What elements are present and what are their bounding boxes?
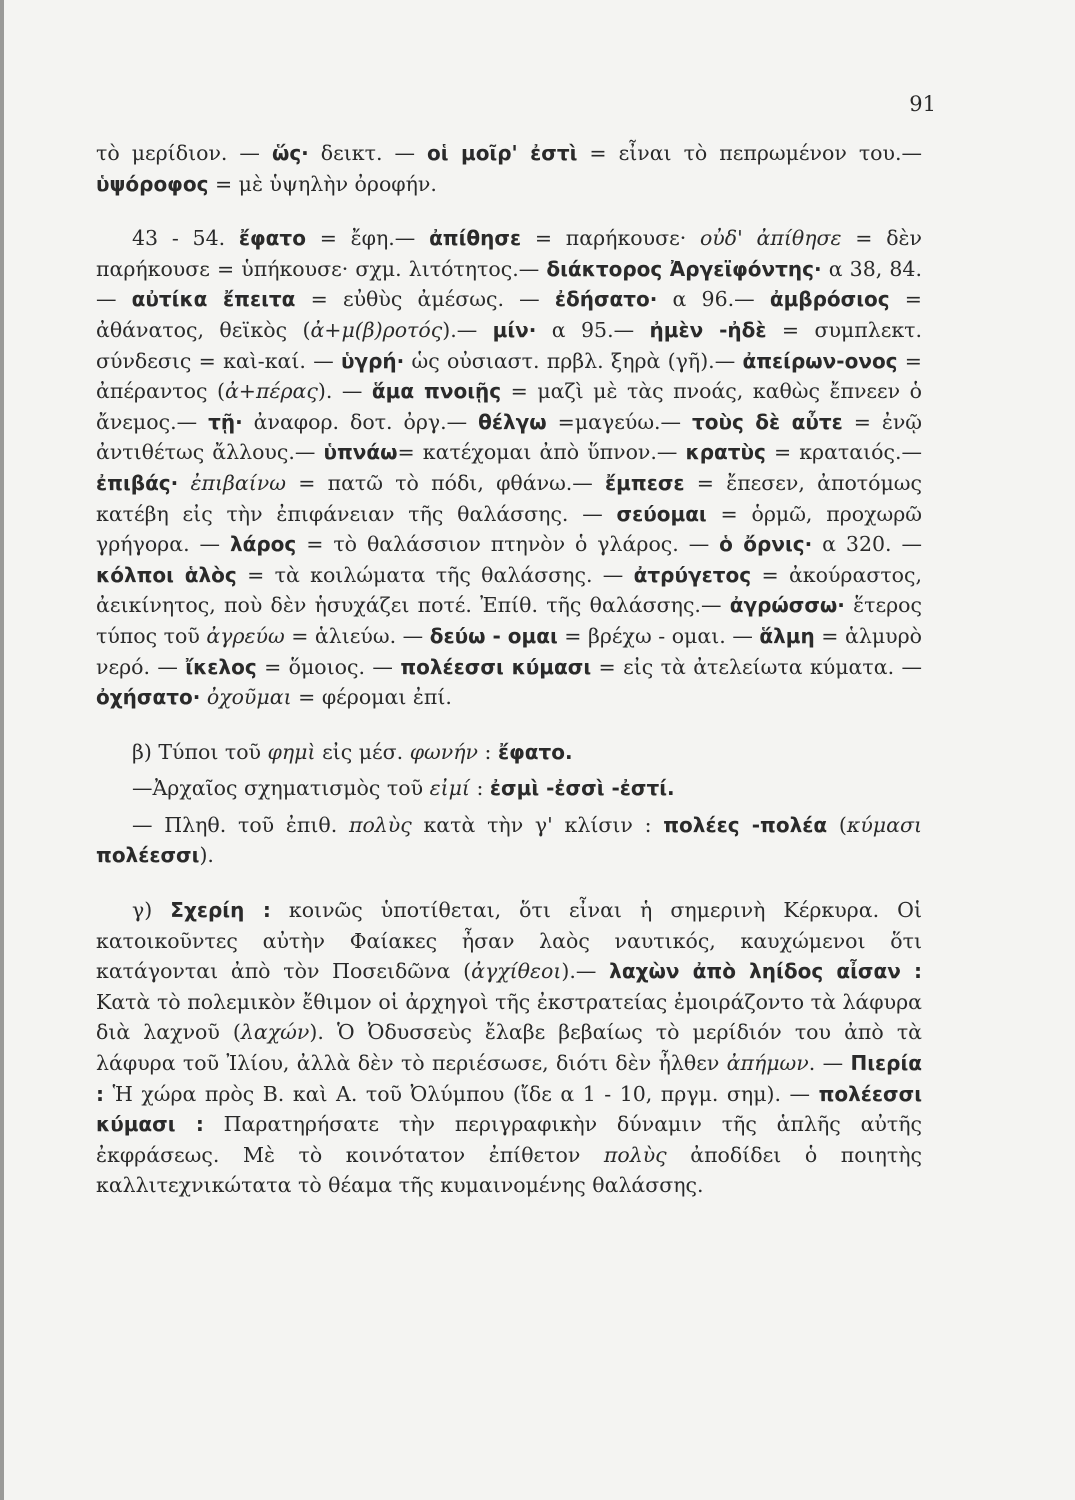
bold-term: ὥς· (271, 141, 309, 165)
text-run: = τὰ κοιλώματα τῆς θαλάσσης. — (236, 562, 634, 587)
text-run: τὸ μερίδιον. — (96, 141, 272, 165)
text-run: = τὸ θαλάσσιον πτηνὸν ὁ γλάρος. — (296, 532, 720, 557)
text-run: = ὅμοιος. — (256, 654, 401, 679)
italic-text: ὀχοῦμαι (206, 685, 292, 710)
text-run: εἰς μέσ. (315, 739, 410, 764)
text-run: 43 - 54. (132, 226, 239, 251)
text-run: = ἀπέραντος ( (96, 348, 922, 404)
bold-term: μίν· (492, 317, 537, 342)
italic-text: κύμασι (846, 812, 923, 837)
section-b-line-3 (96, 810, 922, 871)
italic-text: οὐδ' ἀπίθησε (699, 226, 842, 251)
bold-term: ἐπιβάς· (96, 470, 179, 495)
bold-term: αὐτίκα ἔπειτα (131, 287, 296, 312)
text-run: = ἔπεσεν, ἀποτόμως κατέβη εἰς τὴν ἐπιφάνειαν τῆς θαλάσσης. — (96, 470, 922, 526)
text-run: = ἀθάνατος, θεϊκὸς ( (96, 287, 922, 342)
text-run: ἀναφορ. δοτ. ὀργ.— (242, 409, 479, 434)
bold-term: ἀπείρων-ονος (742, 348, 898, 373)
text-run: = φέρομαι ἐπί. (291, 685, 452, 710)
bold-term: πολέεσσι κύμασι : (96, 1081, 922, 1137)
text-run: = εὐθὺς ἀμέσως. — (295, 287, 555, 312)
bold-term: τοὺς δὲ αὖτε (692, 409, 843, 434)
text-run: = συμπλεκτ. σύνδεσις = καὶ-καί. — (96, 317, 923, 373)
text-run: ἀποδίδει ὁ ποιητὴς καλλιτεχνικώτατα τὸ θέαμα τῆς κυμαινομένης θαλάσσης. (96, 1142, 923, 1198)
bold-term: ἅμα πνοιῇς (371, 379, 502, 404)
italic-text: πολὺς (603, 1142, 667, 1167)
italic-text: εἰμί (429, 776, 470, 801)
text-run: = ἔφη.— (305, 226, 430, 251)
text-run: = κατέχομαι ἀπὸ ὕπνον.— (397, 440, 686, 465)
bold-term: οἱ μοῖρ' ἐστὶ (426, 141, 578, 165)
bold-term: δεύω - ομαι (429, 623, 558, 648)
text-run: = εἰς τὰ ἀτελείωτα κύματα. — (591, 654, 922, 679)
bold-term: ἴκελος (185, 654, 257, 679)
text-run: Ἡ χώρα πρὸς Β. καὶ Α. τοῦ Ὀλύμπου (ἴδε α 1 - 10, πργμ. σημ). — (104, 1081, 819, 1106)
text-run: Παρατηρήσατε τὴν περιγραφικὴν δύναμιν τῆς ἁπλῆς αὐτῆς ἐκφράσεως. Μὲ τὸ κοινότατον ἐπίθετον (96, 1112, 922, 1167)
text-run: α 96.— (657, 287, 770, 312)
page-spine-edge (0, 0, 4, 1500)
note-paragraph-2 (96, 223, 922, 713)
italic-text: ἐπιβαίνω (190, 470, 286, 495)
bold-term: ἅλμη (759, 623, 815, 648)
section-c-paragraph (96, 895, 922, 1201)
text-run: = ἁλιεύω. — (284, 623, 430, 648)
note-paragraph-1 (96, 138, 922, 199)
text-run: Κατὰ τὸ πολεμικὸν ἔθιμον οἱ ἀρχηγοὶ τῆς ἐκστρατείας ἐμοιράζοντο τὰ λάφυρα διὰ λαχνοῦ ( (96, 989, 922, 1045)
text-run: ).— (442, 317, 493, 342)
bold-term: λάρος (229, 532, 297, 557)
text-run: = δὲν παρήκουσε = ὑπήκουσε· σχμ. λιτότητος.— (96, 226, 923, 281)
text-run: =μαγεύω.— (546, 409, 693, 434)
italic-text: φωνήν (409, 739, 478, 764)
bold-term: τῇ· (208, 409, 243, 434)
bold-term: ἀτρύγετος (633, 562, 752, 587)
bold-term: κρατὺς (685, 440, 766, 465)
section-b-line-1 (96, 737, 922, 768)
italic-text: ἀπήμων (726, 1051, 809, 1076)
bold-term: ὑπνάω (323, 440, 398, 465)
italic-text: λαχών (240, 1020, 310, 1045)
italic-text: ἀ+μ(β)ροτός (310, 317, 443, 342)
bold-term: πολέεσσι (96, 843, 200, 868)
text-run: : (469, 776, 490, 801)
text-run (178, 471, 190, 495)
italic-text: φημὶ (267, 739, 316, 764)
bold-term: ὀχήσατο· (96, 685, 201, 710)
bold-term: ἔφατο. (497, 739, 573, 764)
bold-term: ὑγρή· (340, 348, 405, 373)
text-run: = κραταιός.— (765, 440, 922, 465)
text-run: ). — (317, 379, 372, 404)
text-run: = εἶναι τὸ πεπρωμένον του.— (577, 141, 922, 165)
text-run: ). (199, 843, 214, 868)
bold-term: ἀγρώσσω· (729, 593, 845, 618)
page-number: 91 (909, 92, 936, 116)
text-run: γ) (132, 898, 171, 923)
text-run: . — (808, 1051, 851, 1076)
text-run: = μαζὶ μὲ τὰς πνοάς, καθὼς ἔπνεεν ὁ ἄνεμος.— (96, 379, 922, 434)
text-run: ἕτερος τύπος τοῦ (96, 593, 922, 648)
text-run: κοινῶς ὑποτίθεται, ὅτι εἶναι ἡ σημερινὴ Κέρκυρα. Οἱ κατοικοῦντες αὐτὴν Φαίακες ἦσαν λαὸς ναυτικός, καυχώμενοι ὅτι κατάγονται ἀπὸ τὸν Ποσειδῶνα ( (96, 898, 922, 984)
text-run: ).— (561, 959, 610, 984)
bold-term: κόλποι ἁλὸς (96, 562, 237, 587)
italic-text: ἀγχίθεοι (471, 959, 562, 984)
bold-term: ἀμβρόσιος (769, 287, 890, 312)
text-body (96, 138, 922, 1201)
section-b-line-2 (96, 773, 922, 804)
text-run: = βρέχω - ομαι. — (557, 623, 760, 648)
bold-term: θέλγω (478, 409, 547, 434)
text-run: —Ἀρχαῖος σχηματισμὸς τοῦ (132, 776, 430, 801)
text-run: = ὁρμῶ, προχωρῶ γρήγορα. — (96, 501, 922, 557)
bold-term: ἔφατο (238, 226, 306, 251)
text-run: = ἁλμυρὸ νερό. — (96, 623, 922, 679)
text-run: ). Ὁ Ὀδυσσεὺς ἔλαβε βεβαίως τὸ μερίδιόν του ἀπὸ τὰ λάφυρα τοῦ Ἰλίου, ἀλλὰ δὲν τὸ περιέσωσε, διότι δὲν ἦλθεν (96, 1020, 923, 1076)
bold-term: πολέεσσι κύμασι (400, 654, 592, 679)
text-run: β) Τύποι τοῦ (132, 739, 268, 764)
bold-term: ὑψόροφος (96, 171, 209, 196)
text-run: — Πληθ. τοῦ ἐπιθ. (132, 812, 349, 837)
text-run: = ἐνῷ ἀντιθέτως ἄλλους.— (96, 409, 923, 465)
bold-term: Σχερίη : (170, 898, 271, 923)
text-run: = μὲ ὑψηλὴν ὀροφήν. (208, 171, 437, 196)
text-run: = ἀκούραστος, ἀεικίνητος, ποὺ δὲν ἡσυχάζει ποτέ. Ἐπίθ. τῆς θαλάσσης.— (96, 562, 922, 618)
bold-term: ὁ ὄρνις· (719, 532, 813, 557)
italic-text: πολὺς (348, 812, 412, 837)
bold-term: ἐδήσατο· (554, 287, 658, 312)
bold-term: ἠμὲν -ἠδὲ (649, 317, 767, 342)
bold-term: λαχὼν ἀπὸ ληίδος αἶσαν : (609, 959, 923, 984)
bold-term: Πιερία : (96, 1051, 922, 1106)
bold-term: ἔμπεσε (605, 470, 685, 495)
bold-term: ἐσμὶ -ἐσσὶ -ἐστί. (489, 776, 675, 801)
italic-text: ἀγρεύω (206, 623, 285, 648)
text-run: ( (827, 812, 847, 837)
bold-term: ἀπίθησε (429, 226, 522, 251)
bold-term: σεύομαι (616, 501, 707, 526)
text-run: κατὰ τὴν γ' κλίσιν : (411, 812, 664, 837)
bold-term: διάκτορος Ἀργεϊφόντης· (546, 256, 822, 281)
italic-text: ἀ+πέρας (224, 379, 318, 404)
text-run: = παρήκουσε· (521, 226, 700, 251)
text-run: ὡς οὐσιαστ. πρβλ. ξηρὰ (γῆ).— (404, 348, 743, 373)
text-run: α 320. — (812, 532, 922, 557)
text-run: α 38, 84. — (96, 256, 922, 312)
text-run: α 95.— (536, 317, 650, 342)
text-run: : (477, 739, 498, 764)
text-run: δεικτ. — (308, 141, 427, 165)
text-run: = πατῶ τὸ πόδι, φθάνω.— (285, 470, 606, 495)
bold-term: πολέες -πολέα (663, 812, 828, 837)
